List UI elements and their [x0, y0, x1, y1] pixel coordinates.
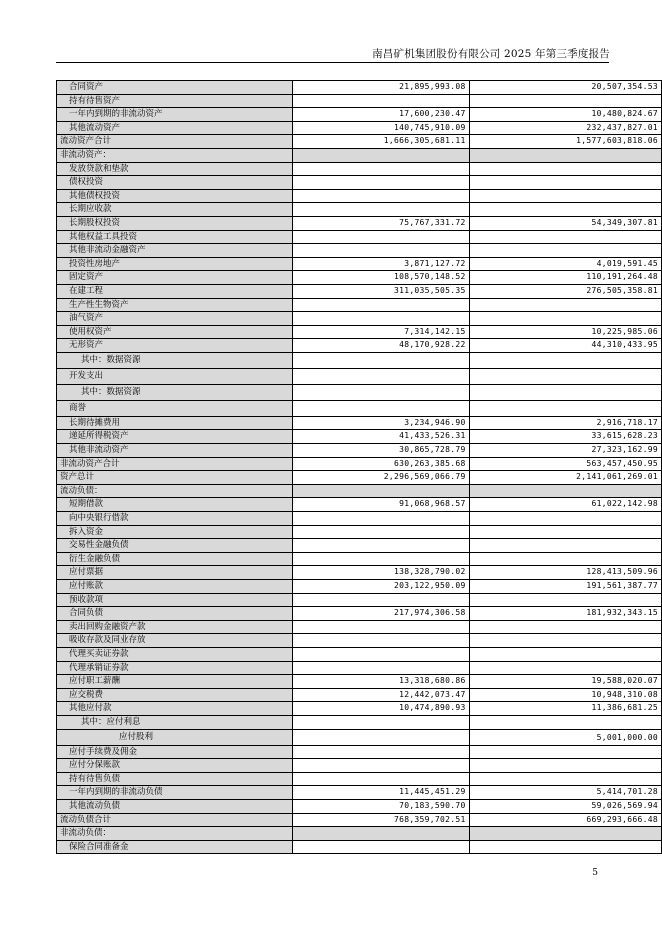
row-label: 其他债权投资: [57, 189, 293, 203]
prior-year-end-value: 27,323,162.99: [469, 444, 661, 458]
prior-year-end-value: 11,386,681.25: [469, 702, 661, 716]
period-end-value: [293, 772, 470, 786]
table-row: [57, 512, 662, 526]
prior-year-end-value: 181,932,343.15: [469, 607, 661, 621]
row-label: 应付职工薪酬: [57, 675, 293, 689]
table-row: [57, 498, 662, 512]
period-end-value: [293, 745, 470, 759]
prior-year-end-value: [469, 368, 661, 384]
table-row: [57, 729, 662, 745]
prior-year-end-value: 191,561,387.77: [469, 580, 661, 594]
prior-year-end-value: [469, 661, 661, 675]
table-row: [57, 566, 662, 580]
row-label: 应付股利: [57, 729, 293, 745]
period-end-value: [293, 400, 470, 416]
table-row: [57, 162, 662, 176]
period-end-value: [293, 162, 470, 176]
period-end-value: 768,359,702.51: [293, 813, 470, 827]
prior-year-end-value: [469, 827, 661, 841]
period-end-value: [293, 384, 470, 400]
prior-year-end-value: [469, 634, 661, 648]
period-end-value: 108,570,148.52: [293, 271, 470, 285]
period-end-value: 30,865,728.79: [293, 444, 470, 458]
table-row: [57, 244, 662, 258]
row-label: 其他非流动金融资产: [57, 244, 293, 258]
prior-year-end-value: [469, 512, 661, 526]
row-label: 投资性房地产: [57, 257, 293, 271]
row-label: 其他流动负债: [57, 799, 293, 813]
row-label: 资产总计: [57, 471, 293, 485]
row-label: 其中：数据资源: [57, 352, 293, 368]
table-row: [57, 352, 662, 368]
table-row: [57, 457, 662, 471]
table-row: [57, 81, 662, 95]
prior-year-end-value: [469, 298, 661, 312]
balance-sheet-body: [57, 81, 662, 854]
table-row: [57, 593, 662, 607]
prior-year-end-value: [469, 384, 661, 400]
prior-year-end-value: [469, 484, 661, 498]
balance-sheet-table: [56, 80, 662, 854]
period-end-value: [293, 647, 470, 661]
table-row: [57, 298, 662, 312]
table-row: [57, 121, 662, 135]
row-label: 交易性金融负债: [57, 539, 293, 553]
prior-year-end-value: 19,588,020.07: [469, 675, 661, 689]
row-label: 开发支出: [57, 368, 293, 384]
prior-year-end-value: [469, 312, 661, 326]
period-end-value: [293, 759, 470, 773]
prior-year-end-value: [469, 552, 661, 566]
prior-year-end-value: 2,141,061,269.01: [469, 471, 661, 485]
prior-year-end-value: 59,026,569.94: [469, 799, 661, 813]
row-label: 一年内到期的非流动负债: [57, 786, 293, 800]
table-row: [57, 325, 662, 339]
period-end-value: [293, 661, 470, 675]
period-end-value: [293, 244, 470, 258]
row-label: 其中：应付利息: [57, 715, 293, 729]
period-end-value: 21,895,993.08: [293, 81, 470, 95]
table-row: [57, 368, 662, 384]
prior-year-end-value: [469, 189, 661, 203]
table-row: [57, 216, 662, 230]
period-end-value: 17,600,230.47: [293, 108, 470, 122]
period-end-value: [293, 352, 470, 368]
prior-year-end-value: 563,457,450.95: [469, 457, 661, 471]
table-row: [57, 661, 662, 675]
prior-year-end-value: [469, 400, 661, 416]
table-row: [57, 189, 662, 203]
table-row: [57, 257, 662, 271]
period-end-value: 13,318,680.86: [293, 675, 470, 689]
period-end-value: 311,035,505.35: [293, 284, 470, 298]
table-row: [57, 647, 662, 661]
period-end-value: 3,871,127.72: [293, 257, 470, 271]
period-end-value: 217,974,306.58: [293, 607, 470, 621]
row-label: 持有待售资产: [57, 94, 293, 108]
row-label: 短期借款: [57, 498, 293, 512]
table-row: [57, 400, 662, 416]
table-row: [57, 416, 662, 430]
row-label: 预收款项: [57, 593, 293, 607]
prior-year-end-value: [469, 539, 661, 553]
row-label: 商誉: [57, 400, 293, 416]
prior-year-end-value: [469, 772, 661, 786]
period-end-value: 630,263,385.68: [293, 457, 470, 471]
prior-year-end-value: [469, 94, 661, 108]
row-label: 其他流动资产: [57, 121, 293, 135]
page-number: 5: [592, 868, 598, 878]
period-end-value: [293, 593, 470, 607]
period-end-value: 12,442,073.47: [293, 688, 470, 702]
prior-year-end-value: 10,225,985.06: [469, 325, 661, 339]
row-label: 合同负债: [57, 607, 293, 621]
table-row: [57, 688, 662, 702]
row-label: 油气资产: [57, 312, 293, 326]
row-label: 代理买卖证券款: [57, 647, 293, 661]
table-row: [57, 759, 662, 773]
table-row: [57, 772, 662, 786]
period-end-value: [293, 620, 470, 634]
row-label: 合同资产: [57, 81, 293, 95]
prior-year-end-value: [469, 176, 661, 190]
period-end-value: [293, 552, 470, 566]
period-end-value: [293, 94, 470, 108]
row-label: 非流动负债：: [57, 827, 293, 841]
period-end-value: [293, 176, 470, 190]
prior-year-end-value: [469, 230, 661, 244]
row-label: 长期应收款: [57, 203, 293, 217]
period-end-value: [293, 230, 470, 244]
table-row: [57, 176, 662, 190]
row-label: 其中：数据资源: [57, 384, 293, 400]
period-end-value: [293, 827, 470, 841]
row-label: 固定资产: [57, 271, 293, 285]
row-label: 使用权资产: [57, 325, 293, 339]
row-label: 应交税费: [57, 688, 293, 702]
period-end-value: [293, 715, 470, 729]
prior-year-end-value: 5,414,701.28: [469, 786, 661, 800]
period-end-value: [293, 525, 470, 539]
row-label: 非流动资产：: [57, 148, 293, 162]
row-label: 长期股权投资: [57, 216, 293, 230]
period-end-value: 41,433,526.31: [293, 430, 470, 444]
period-end-value: 203,122,950.09: [293, 580, 470, 594]
prior-year-end-value: 4,019,591.45: [469, 257, 661, 271]
table-row: [57, 552, 662, 566]
period-end-value: 138,328,790.02: [293, 566, 470, 580]
prior-year-end-value: 10,480,824.67: [469, 108, 661, 122]
row-label: 其他权益工具投资: [57, 230, 293, 244]
table-row: [57, 339, 662, 353]
prior-year-end-value: 20,507,354.53: [469, 81, 661, 95]
header-divider: [56, 62, 609, 63]
prior-year-end-value: [469, 647, 661, 661]
table-row: [57, 271, 662, 285]
table-row: [57, 444, 662, 458]
period-end-value: [293, 512, 470, 526]
table-row: [57, 135, 662, 149]
table-row: [57, 799, 662, 813]
period-end-value: 140,745,910.09: [293, 121, 470, 135]
row-label: 在建工程: [57, 284, 293, 298]
row-label: 吸收存款及同业存放: [57, 634, 293, 648]
row-label: 保险合同准备金: [57, 840, 293, 854]
period-end-value: 1,666,305,681.11: [293, 135, 470, 149]
row-label: 卖出回购金融资产款: [57, 620, 293, 634]
period-end-value: 7,314,142.15: [293, 325, 470, 339]
row-label: 衍生金融负债: [57, 552, 293, 566]
row-label: 递延所得税资产: [57, 430, 293, 444]
prior-year-end-value: 61,022,142.98: [469, 498, 661, 512]
period-end-value: [293, 203, 470, 217]
row-label: 其他非流动资产: [57, 444, 293, 458]
prior-year-end-value: 2,916,718.17: [469, 416, 661, 430]
period-end-value: 91,068,968.57: [293, 498, 470, 512]
period-end-value: 2,296,569,066.79: [293, 471, 470, 485]
prior-year-end-value: [469, 162, 661, 176]
prior-year-end-value: [469, 759, 661, 773]
prior-year-end-value: [469, 620, 661, 634]
prior-year-end-value: 669,293,666.48: [469, 813, 661, 827]
prior-year-end-value: 44,310,433.95: [469, 339, 661, 353]
period-end-value: 70,183,590.70: [293, 799, 470, 813]
table-row: [57, 827, 662, 841]
prior-year-end-value: [469, 203, 661, 217]
row-label: 非流动资产合计: [57, 457, 293, 471]
period-end-value: [293, 312, 470, 326]
row-label: 流动负债：: [57, 484, 293, 498]
prior-year-end-value: 276,505,358.81: [469, 284, 661, 298]
row-label: 代理承销证券款: [57, 661, 293, 675]
table-row: [57, 203, 662, 217]
period-end-value: [293, 189, 470, 203]
row-label: 发放贷款和垫款: [57, 162, 293, 176]
prior-year-end-value: 1,577,603,818.06: [469, 135, 661, 149]
prior-year-end-value: 54,349,307.81: [469, 216, 661, 230]
row-label: 拆入资金: [57, 525, 293, 539]
table-row: [57, 430, 662, 444]
row-label: 一年内到期的非流动资产: [57, 108, 293, 122]
table-row: [57, 620, 662, 634]
table-row: [57, 525, 662, 539]
table-row: [57, 94, 662, 108]
table-row: [57, 484, 662, 498]
row-label: 其他应付款: [57, 702, 293, 716]
prior-year-end-value: [469, 840, 661, 854]
row-label: 应付账款: [57, 580, 293, 594]
row-label: 流动负债合计: [57, 813, 293, 827]
table-row: [57, 148, 662, 162]
row-label: 流动资产合计: [57, 135, 293, 149]
table-row: [57, 471, 662, 485]
row-label: 应付手续费及佣金: [57, 745, 293, 759]
period-end-value: [293, 729, 470, 745]
prior-year-end-value: [469, 352, 661, 368]
period-end-value: [293, 634, 470, 648]
prior-year-end-value: [469, 593, 661, 607]
prior-year-end-value: 128,413,509.96: [469, 566, 661, 580]
prior-year-end-value: [469, 244, 661, 258]
row-label: 向中央银行借款: [57, 512, 293, 526]
row-label: 债权投资: [57, 176, 293, 190]
period-end-value: [293, 840, 470, 854]
table-row: [57, 634, 662, 648]
table-row: [57, 284, 662, 298]
period-end-value: [293, 368, 470, 384]
prior-year-end-value: [469, 715, 661, 729]
row-label: 应付票据: [57, 566, 293, 580]
table-row: [57, 840, 662, 854]
period-end-value: 10,474,890.93: [293, 702, 470, 716]
row-label: 长期待摊费用: [57, 416, 293, 430]
table-row: [57, 108, 662, 122]
table-row: [57, 702, 662, 716]
period-end-value: 48,170,928.22: [293, 339, 470, 353]
row-label: 应付分保账款: [57, 759, 293, 773]
prior-year-end-value: [469, 148, 661, 162]
period-end-value: [293, 148, 470, 162]
row-label: 无形资产: [57, 339, 293, 353]
table-row: [57, 607, 662, 621]
row-label: 生产性生物资产: [57, 298, 293, 312]
row-label: 持有待售负债: [57, 772, 293, 786]
table-row: [57, 384, 662, 400]
prior-year-end-value: 33,615,628.23: [469, 430, 661, 444]
table-row: [57, 675, 662, 689]
period-end-value: 3,234,946.90: [293, 416, 470, 430]
prior-year-end-value: 232,437,827.01: [469, 121, 661, 135]
report-header-title: 南昌矿机集团股份有限公司 2025 年第三季度报告: [372, 48, 610, 60]
table-row: [57, 715, 662, 729]
period-end-value: [293, 298, 470, 312]
period-end-value: 11,445,451.29: [293, 786, 470, 800]
prior-year-end-value: 10,948,310.08: [469, 688, 661, 702]
table-row: [57, 786, 662, 800]
table-row: [57, 745, 662, 759]
prior-year-end-value: 5,001,000.00: [469, 729, 661, 745]
table-row: [57, 312, 662, 326]
table-row: [57, 580, 662, 594]
prior-year-end-value: [469, 525, 661, 539]
period-end-value: [293, 484, 470, 498]
table-row: [57, 539, 662, 553]
prior-year-end-value: [469, 745, 661, 759]
period-end-value: 75,767,331.72: [293, 216, 470, 230]
prior-year-end-value: 110,191,264.48: [469, 271, 661, 285]
table-row: [57, 230, 662, 244]
period-end-value: [293, 539, 470, 553]
table-row: [57, 813, 662, 827]
